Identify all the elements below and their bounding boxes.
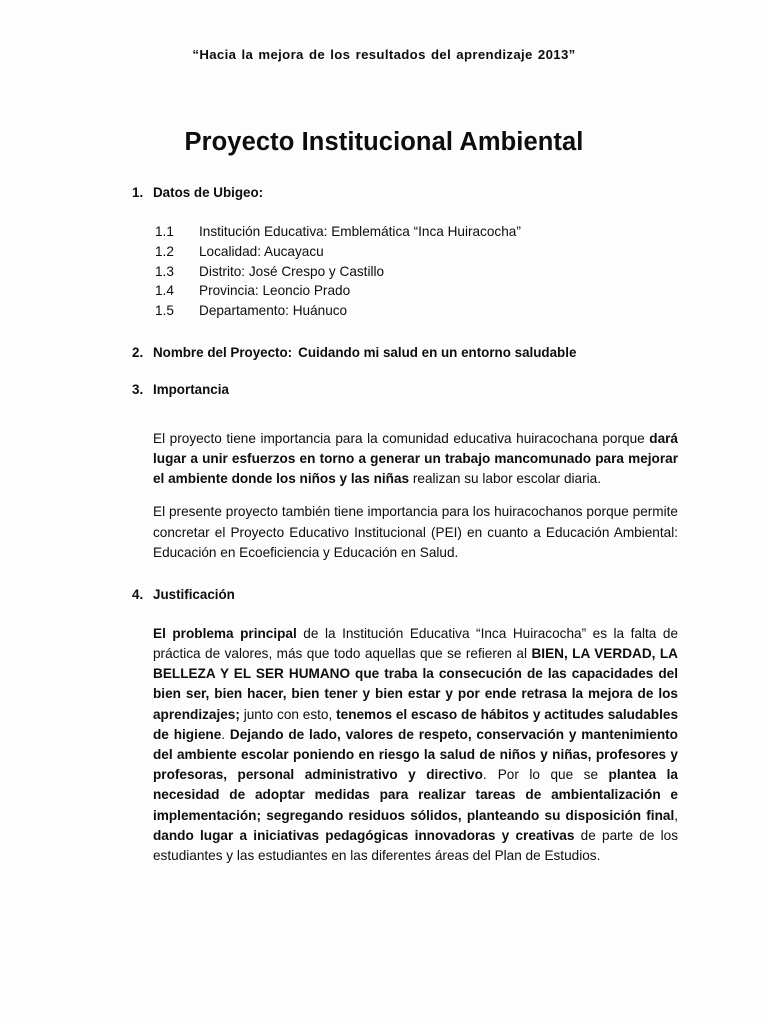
- section-label: Nombre del Proyecto:: [153, 345, 293, 361]
- running-header: “Hacia la mejora de los resultados del aprendizaje 2013”: [192, 47, 576, 62]
- spacer: [132, 489, 678, 502]
- text-run: junto con esto,: [239, 706, 337, 722]
- list-item-number: 1.5: [155, 303, 174, 319]
- text-run: de la Institución Educativa “Inca Huiracocha” es la falta de práctica de valores, más que todo aquellas que se refieren al: [153, 625, 678, 661]
- spacer: [132, 362, 678, 382]
- text-run-bold: plantea la necesidad de adoptar medidas para realizar tareas de ambientalización e implementación; segregando residuos sólidos, planteando su disposición final: [153, 767, 678, 823]
- project-name-value: Cuidando mi salud en un entorno saludable: [298, 345, 577, 361]
- list-item-number: 1.2: [155, 243, 174, 259]
- text-run-bold: BIEN, LA VERDAD, LA BELLEZA Y EL SER HUMANO que traba la consecución de las capacidades del bien ser, bien hacer, bien tener y bien estar y por ende retrasa la mejora de los aprendizajes;: [153, 645, 678, 722]
- text-run-bold: dará lugar a unir esfuerzos en torno a generar un trabajo mancomunado para mejorar el ambiente donde los niños y las niñas: [153, 430, 678, 487]
- section-number: 4.: [132, 587, 144, 602]
- text-run: El presente proyecto también tiene importancia para los huiracochanos porque permite concretar el Proyecto Educativo Institucional (PEI) en cuanto a Educación Ambiental: Educación en Ecoeficiencia y Educación en Salud.: [153, 504, 678, 560]
- section-label: Datos de Ubigeo:: [153, 185, 264, 200]
- list-item: [155, 281, 678, 301]
- document-body: [132, 185, 678, 866]
- list-item-label: Distrito: José Crespo y Castillo: [199, 263, 385, 279]
- page-title: Proyecto Institucional Ambiental: [184, 128, 584, 157]
- list-item-label: Institución Educativa: Emblemática “Inca Huiracocha”: [199, 223, 521, 239]
- section-heading-datos-de-ubigeo: [132, 185, 678, 202]
- spacer: [132, 563, 678, 587]
- section-number: 3.: [132, 382, 144, 398]
- text-run: Por lo que se: [497, 767, 609, 783]
- list-item: [155, 262, 678, 282]
- section-label: Justificación: [153, 587, 235, 602]
- list-item: [155, 222, 678, 242]
- spacer: [132, 321, 678, 345]
- list-item-label: Localidad: Aucayacu: [199, 243, 324, 259]
- list-item: [155, 301, 678, 321]
- text-run-bold: El problema principal: [153, 625, 297, 641]
- list-item-number: 1.1: [155, 223, 174, 239]
- text-run-bold: dando lugar a iniciativas pedagógicas innovadoras y creativas: [153, 827, 575, 843]
- list-item-label: Departamento: Huánuco: [199, 303, 348, 319]
- importancia-paragraph-1: [153, 429, 678, 490]
- ubigeo-list: [132, 222, 678, 322]
- spacer: [132, 399, 678, 429]
- justificacion-paragraph-1: [153, 624, 678, 866]
- text-run: .: [221, 726, 230, 742]
- text-run: ,: [674, 807, 678, 823]
- section-label: Importancia: [153, 382, 229, 398]
- list-item-label: Provincia: Leoncio Prado: [199, 283, 351, 299]
- text-run: El proyecto tiene importancia para la comunidad educativa huiracochana porque: [153, 430, 650, 446]
- text-run: realizan su labor escolar diaria.: [409, 471, 601, 487]
- text-run-bold: Dejando de lado, valores de respeto, conservación y mantenimiento del ambiente escolar poniendo en riesgo la salud de niños y niñas, profesores y profesoras, personal administrativo y directivo: [153, 726, 678, 783]
- list-item-number: 1.3: [155, 263, 174, 279]
- text-run: .: [482, 767, 487, 783]
- spacer: [132, 604, 678, 624]
- section-number: 1.: [132, 185, 144, 200]
- section-heading-importancia: [132, 382, 678, 399]
- list-item-number: 1.4: [155, 283, 174, 299]
- text-run: de parte de los estudiantes y las estudiantes en las diferentes áreas del Plan de Estudios.: [153, 827, 678, 863]
- text-run-bold: tenemos el escaso de hábitos y actitudes saludables de higiene: [153, 706, 679, 742]
- section-heading-justificacion: [132, 587, 678, 604]
- section-number: 2.: [132, 345, 144, 361]
- importancia-paragraph-2: [153, 502, 678, 563]
- section-heading-nombre-del-proyecto: [132, 345, 678, 362]
- list-item: [155, 242, 678, 262]
